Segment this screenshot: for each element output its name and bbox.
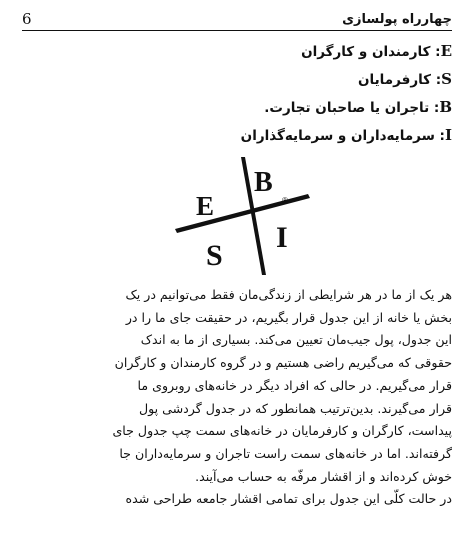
body-line: خوش کرده‌اند و از اقشار مرفّه به حساب می‌آیند.	[195, 468, 452, 484]
definition-letter: I	[444, 126, 452, 144]
definition-letter: B	[439, 98, 452, 116]
body-line: قرار می‌گیرند. بدین‌ترتیب همانطور که در جدول گردشی پول	[138, 400, 452, 416]
body-line: قرار می‌گیریم. در حالی که افراد دیگر در خانه‌های روبروی ما	[137, 377, 452, 393]
cashflow-quadrant-logo	[170, 157, 310, 281]
definition-s: S: کارفرمایان	[358, 70, 452, 88]
body-line: در حالت کلّی این جدول برای تمامی اقشار جامعه طراحی شده	[125, 491, 452, 507]
definition-i: I: سرمایه‌داران و سرمایه‌گذاران	[240, 126, 452, 144]
body-line: این جدول، پول جیب‌مان تعیین می‌کند. بسیاری از ما به اندک	[140, 332, 452, 348]
definition-text: کارفرمایان	[358, 72, 432, 88]
definition-text: تاجران یا صاحبان تجارت.	[264, 100, 430, 116]
logo-letter-s: S	[206, 239, 223, 272]
logo-letter-i: I	[276, 221, 288, 254]
body-line: پیداست، کارگران و کارفرمایان در خانه‌های سمت چپ جدول جای	[112, 423, 452, 439]
body-line: بخش یا خانه از این جدول قرار بگیریم، در حقیقت جای ما را در	[125, 309, 452, 325]
book-title: چهارراه پولسازی	[342, 11, 452, 27]
body-line: هر یک از ما در هر شرایطی از زندگی‌مان فقط می‌توانیم در یک	[125, 287, 452, 302]
definition-b: B: تاجران یا صاحبان تجارت.	[264, 98, 452, 116]
definition-letter: S	[441, 70, 452, 88]
definition-e: E: کارمندان و کارگران	[301, 42, 452, 60]
body-line: حقوقی که می‌گیریم راضی هستیم و در گروه کارمندان و کارگران	[114, 355, 452, 371]
logo-letter-b: B	[254, 167, 273, 198]
definition-text: سرمایه‌داران و سرمایه‌گذاران	[240, 128, 435, 144]
logo-letter-e: E	[196, 191, 215, 221]
body-paragraph	[22, 284, 452, 511]
running-header	[22, 8, 452, 31]
registered-mark: ®	[282, 196, 288, 205]
body-line: گرفته‌اند. اما در خانه‌های سمت راست تاجران و سرمایه‌داران جا	[119, 445, 452, 461]
page-number: 6	[22, 10, 32, 28]
definition-text: کارمندان و کارگران	[301, 44, 431, 60]
quadrant-definitions	[32, 38, 452, 150]
definition-letter: E	[440, 42, 452, 60]
